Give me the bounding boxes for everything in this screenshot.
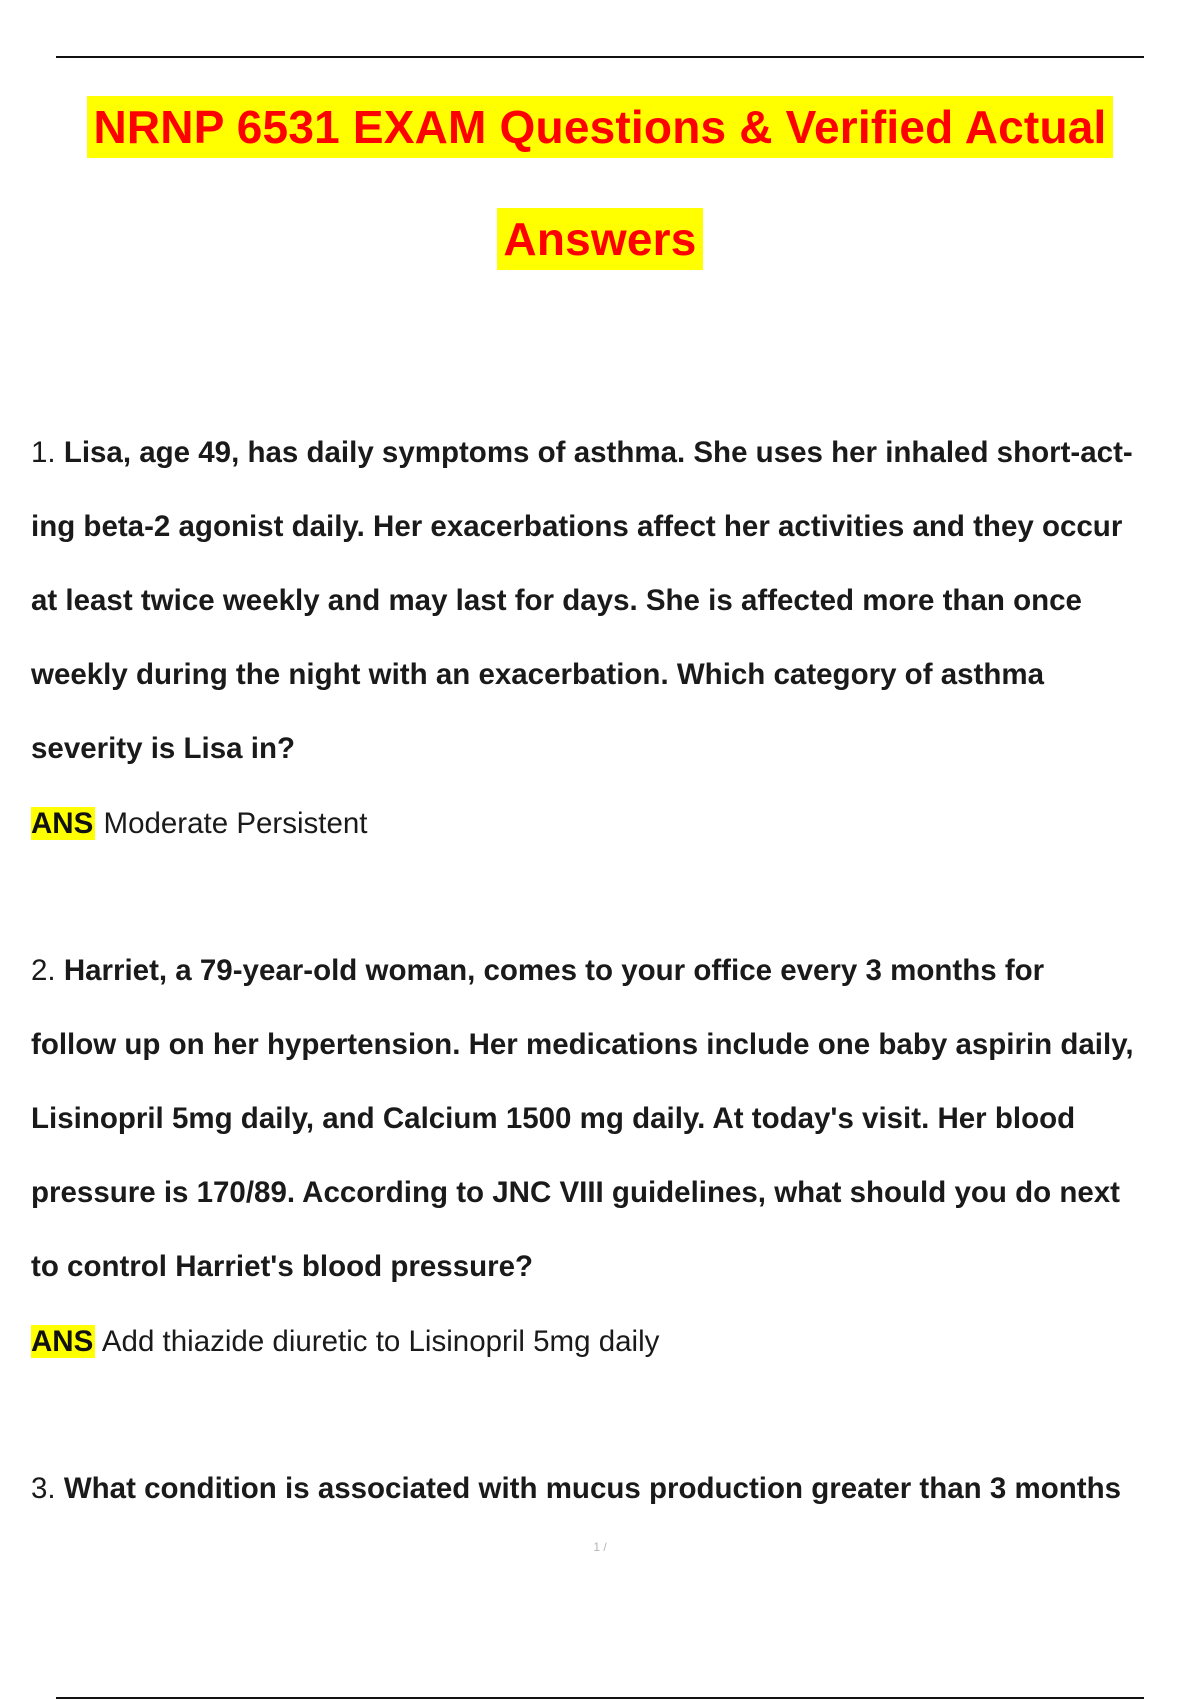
question-list [31, 416, 1200, 1526]
title-line-1: NRNP 6531 EXAM Questions & Verified Actual [87, 96, 1112, 158]
question-line [31, 1452, 1200, 1526]
title-line-2: Answers [497, 208, 702, 270]
document-title [0, 96, 1200, 320]
answer-2 [31, 1322, 1200, 1362]
answer-text: Moderate Persistent [103, 807, 368, 840]
question-line: at least twice weekly and may last for days. She is affected more than once [31, 584, 1082, 617]
question-line: Lisinopril 5mg daily, and Calcium 1500 mg daily. At today's visit. Her blood [31, 1102, 1076, 1135]
question-number: 2. [31, 954, 56, 987]
question-number: 1. [31, 436, 56, 469]
question-3 [31, 1452, 1200, 1526]
question-line: to control Harriet's blood pressure? [31, 1250, 534, 1283]
page-number: 1 / [593, 1540, 607, 1554]
question-2 [31, 934, 1200, 1362]
question-number: 3. [31, 1472, 56, 1505]
answer-text: Add thiazide diuretic to Lisinopril 5mg daily [101, 1325, 660, 1358]
question-line [31, 934, 1200, 1008]
question-text: What condition is associated with mucus production greater than 3 months [63, 1472, 1122, 1505]
question-line: weekly during the night with an exacerbation. Which category of asthma [31, 658, 1045, 691]
question-1 [31, 416, 1200, 844]
answer-label: ANS [31, 1325, 94, 1358]
bottom-rule [56, 1697, 1144, 1699]
question-text: Lisa, age 49, has daily symptoms of asthma. She uses her inhaled short-act- [63, 436, 1133, 469]
question-line: pressure is 170/89. According to JNC VIII guidelines, what should you do next [31, 1176, 1121, 1209]
question-line: severity is Lisa in? [31, 732, 295, 765]
question-line: follow up on her hypertension. Her medications include one baby aspirin daily, [31, 1028, 1134, 1061]
answer-1 [31, 804, 1200, 844]
question-line: ing beta-2 agonist daily. Her exacerbations affect her activities and they occur [31, 510, 1123, 543]
answer-label: ANS [31, 807, 94, 840]
top-rule [56, 56, 1144, 58]
question-text: Harriet, a 79-year-old woman, comes to your office every 3 months for [63, 954, 1045, 987]
question-line [31, 416, 1200, 490]
